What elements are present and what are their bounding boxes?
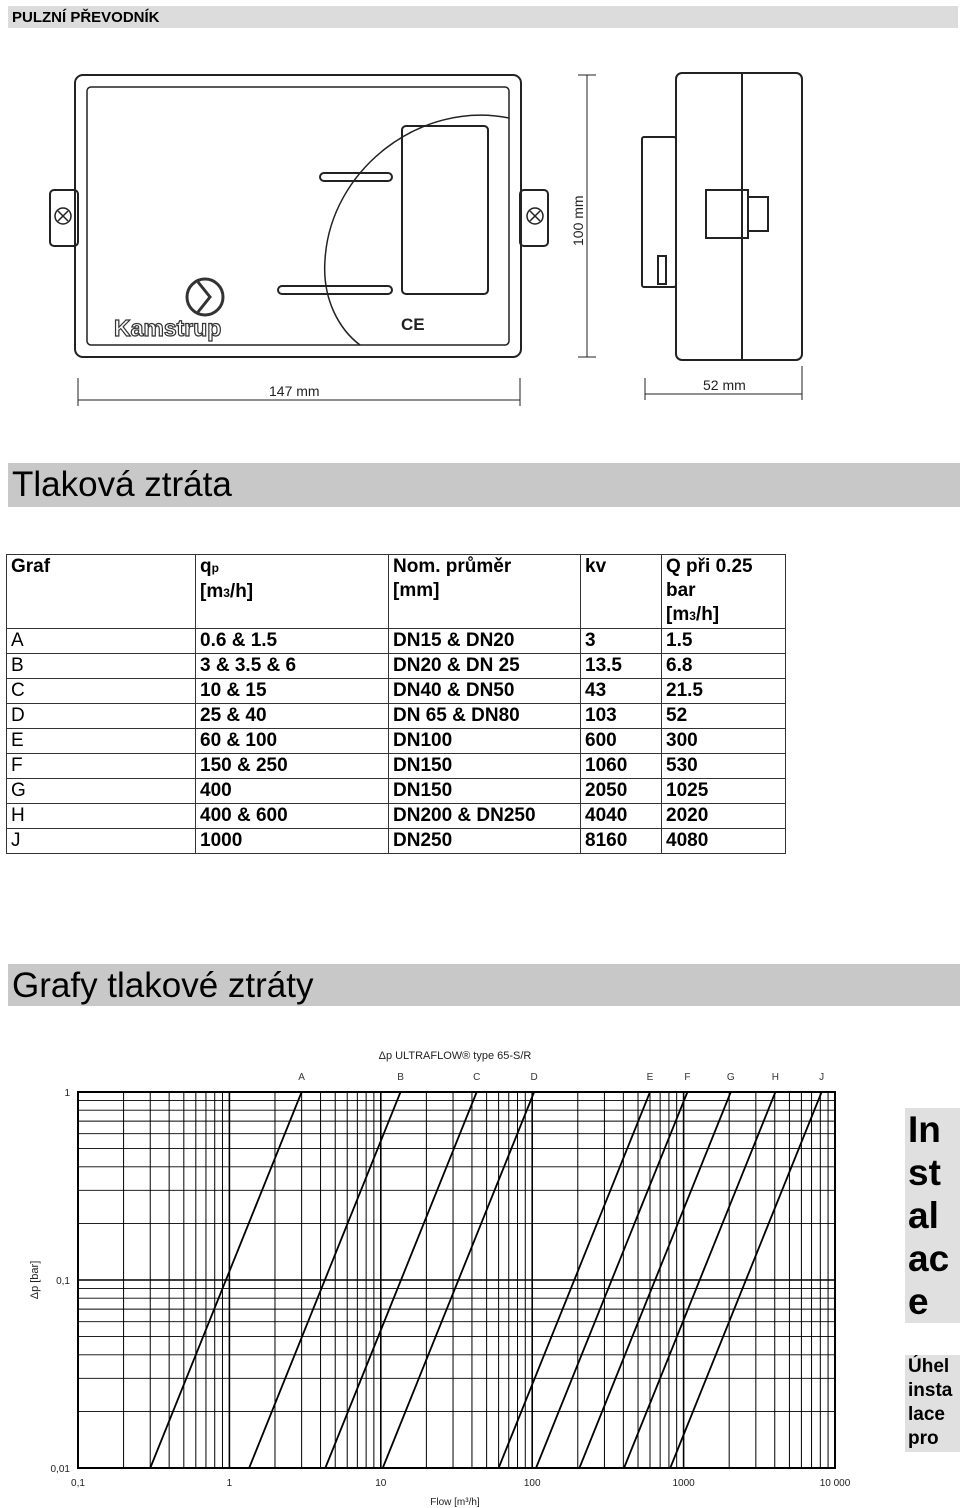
- sidebar-line: ac: [908, 1238, 950, 1279]
- x-tick-label: 0,1: [71, 1478, 85, 1489]
- cell-kv: 3: [581, 629, 662, 654]
- cell-nom: DN150: [389, 754, 581, 779]
- cell-qp: 0.6 & 1.5: [196, 629, 389, 654]
- sidebar-line: e: [908, 1281, 929, 1322]
- cell-q: 21.5: [662, 679, 786, 704]
- cell-qp: 25 & 40: [196, 704, 389, 729]
- header-qp: qp [m3/h]: [196, 555, 389, 629]
- page-header-title: PULZNÍ PŘEVODNÍK: [12, 9, 160, 26]
- cell-q: 2020: [662, 804, 786, 829]
- cell-graf: H: [7, 804, 196, 829]
- y-tick-label: 1: [64, 1088, 70, 1099]
- slot-bottom: [278, 286, 392, 294]
- page-header: [8, 6, 958, 28]
- cell-graf: E: [7, 729, 196, 754]
- ce-mark: CE: [401, 315, 425, 334]
- cell-q: 300: [662, 729, 786, 754]
- header-kv: kv: [581, 555, 662, 629]
- x-tick-label: 1: [226, 1478, 233, 1489]
- table-row: [7, 629, 786, 654]
- cell-qp: 400: [196, 779, 389, 804]
- section-charts-title: Grafy tlakové ztráty: [12, 966, 314, 1005]
- cell-graf: C: [7, 679, 196, 704]
- x-tick-label: 10: [375, 1478, 387, 1489]
- y-axis-label: Δp [bar]: [29, 1260, 41, 1300]
- cell-graf: A: [7, 629, 196, 654]
- cell-kv: 600: [581, 729, 662, 754]
- series-label-h: H: [771, 1072, 780, 1083]
- kamstrup-logo: [187, 279, 223, 315]
- cell-kv: 8160: [581, 829, 662, 854]
- cell-kv: 103: [581, 704, 662, 729]
- series-label-a: A: [298, 1072, 305, 1083]
- cell-kv: 2050: [581, 779, 662, 804]
- cell-kv: 1060: [581, 754, 662, 779]
- section-pressure-loss: [8, 463, 960, 507]
- x-tick-label: 1000: [672, 1478, 695, 1489]
- cell-nom: DN200 & DN250: [389, 804, 581, 829]
- brand-text: Kamstrup: [114, 315, 222, 341]
- display-window: [402, 126, 488, 294]
- cell-qp: 1000: [196, 829, 389, 854]
- dim-height-label: 100 mm: [570, 195, 586, 246]
- cell-qp: 400 & 600: [196, 804, 389, 829]
- cell-graf: F: [7, 754, 196, 779]
- chart-title: Δp ULTRAFLOW® type 65-S/R: [378, 1050, 532, 1062]
- cell-graf: B: [7, 654, 196, 679]
- series-label-d: D: [530, 1072, 538, 1083]
- y-tick-label: 0,1: [56, 1276, 70, 1287]
- cell-nom: DN100: [389, 729, 581, 754]
- cell-q: 1025: [662, 779, 786, 804]
- right-screw: [527, 208, 543, 224]
- pressure-loss-chart: [0, 1040, 900, 1508]
- cell-nom: DN20 & DN 25: [389, 654, 581, 679]
- cell-kv: 13.5: [581, 654, 662, 679]
- dim-width-label: 147 mm: [269, 383, 320, 399]
- cell-q: 530: [662, 754, 786, 779]
- device-drawing: [0, 60, 960, 420]
- cell-qp: 60 & 100: [196, 729, 389, 754]
- series-label-e: E: [646, 1072, 654, 1083]
- cell-qp: 150 & 250: [196, 754, 389, 779]
- sidebar-installation-block: [905, 1108, 960, 1323]
- section-pressure-loss-charts: [8, 964, 960, 1006]
- cell-q: 1.5: [662, 629, 786, 654]
- table-header-row: [7, 555, 786, 629]
- sidebar-line: insta: [908, 1380, 953, 1401]
- header-graf: Graf: [7, 555, 196, 629]
- cell-kv: 4040: [581, 804, 662, 829]
- cell-graf: D: [7, 704, 196, 729]
- cell-qp: 10 & 15: [196, 679, 389, 704]
- cell-q: 4080: [662, 829, 786, 854]
- cell-graf: J: [7, 829, 196, 854]
- left-screw: [55, 208, 71, 224]
- dim-depth-label: 52 mm: [703, 377, 746, 393]
- sidebar-line: al: [908, 1195, 939, 1236]
- sidebar-line: pro: [908, 1428, 939, 1449]
- cell-nom: DN250: [389, 829, 581, 854]
- sidebar-angle-block: [905, 1355, 960, 1452]
- series-label-b: B: [397, 1072, 404, 1083]
- cell-nom: DN40 & DN50: [389, 679, 581, 704]
- cell-graf: G: [7, 779, 196, 804]
- pressure-loss-table: [6, 554, 786, 854]
- cell-qp: 3 & 3.5 & 6: [196, 654, 389, 679]
- side-body-outline: [676, 73, 802, 360]
- cell-q: 52: [662, 704, 786, 729]
- table-row: [7, 804, 786, 829]
- table-row: [7, 679, 786, 704]
- table-row: [7, 729, 786, 754]
- cell-nom: DN15 & DN20: [389, 629, 581, 654]
- cell-q: 6.8: [662, 654, 786, 679]
- series-label-g: G: [726, 1072, 735, 1083]
- x-tick-label: 100: [523, 1478, 541, 1489]
- table-row: [7, 829, 786, 854]
- table-row: [7, 704, 786, 729]
- series-label-j: J: [819, 1072, 825, 1083]
- x-tick-label: 10 000: [819, 1478, 851, 1489]
- section-pressure-loss-title: Tlaková ztráta: [12, 465, 232, 504]
- y-tick-label: 0,01: [50, 1464, 70, 1475]
- series-label-c: C: [473, 1072, 481, 1083]
- cell-kv: 43: [581, 679, 662, 704]
- series-label-f: F: [684, 1072, 691, 1083]
- cell-nom: DN150: [389, 779, 581, 804]
- x-axis-label: Flow [m³/h]: [430, 1497, 480, 1508]
- sidebar-line: In: [908, 1109, 941, 1150]
- sidebar-line: st: [908, 1152, 941, 1193]
- header-nominal-diameter: Nom. průměr [mm]: [389, 555, 581, 629]
- sidebar-line: lace: [908, 1404, 945, 1425]
- sidebar-line: Úhel: [908, 1356, 950, 1377]
- table-row: [7, 779, 786, 804]
- cell-nom: DN 65 & DN80: [389, 704, 581, 729]
- header-q-at-025bar: Q při 0.25 bar [m3/h]: [662, 555, 786, 629]
- front-arc: [325, 115, 509, 345]
- table-row: [7, 654, 786, 679]
- table-row: [7, 754, 786, 779]
